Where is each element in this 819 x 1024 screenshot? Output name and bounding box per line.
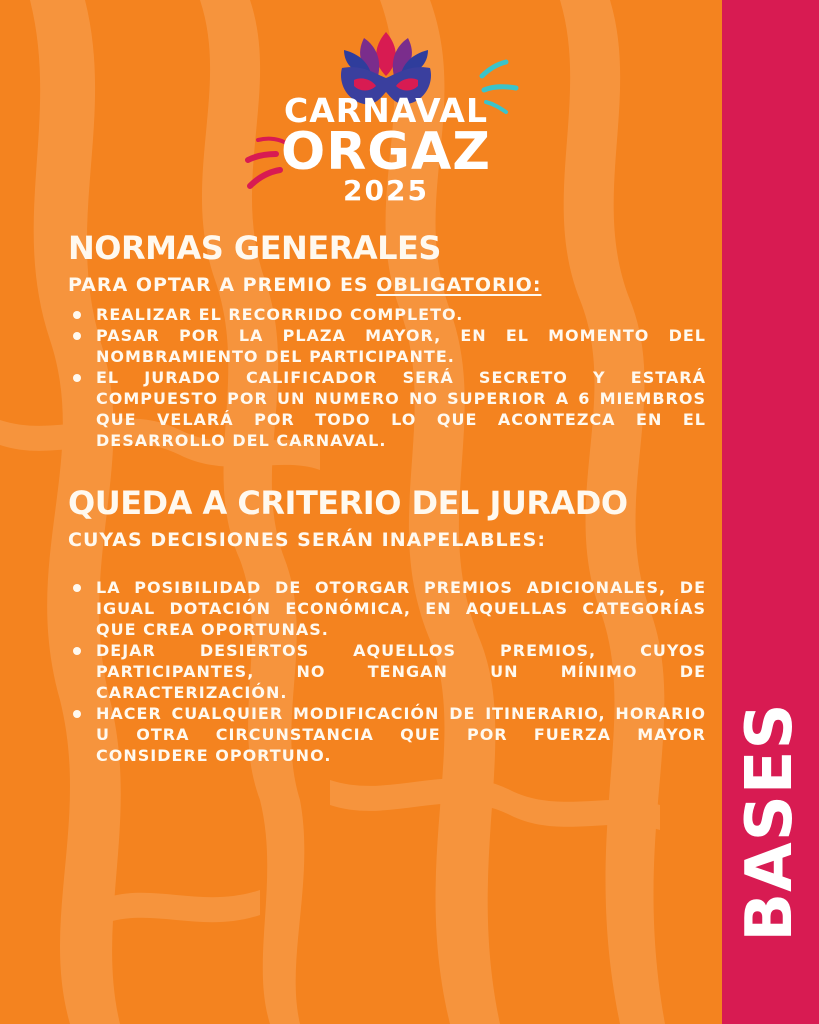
- section-title-normas: NORMAS GENERALES: [68, 229, 441, 267]
- subtitle-prefix: PARA OPTAR A PREMIO ES: [68, 274, 377, 296]
- sidebar-label: BASES: [733, 702, 807, 942]
- bases-sidebar: [722, 0, 819, 1024]
- rules-content: [68, 228, 706, 766]
- section-title-criterio: QUEDA A CRITERIO DEL JURADO: [68, 484, 628, 522]
- list-item: HACER CUALQUIER MODIFICACIÓN DE ITINERARIO, HORARIO U OTRA CIRCUNSTANCIA QUE POR FUERZA MAYOR CONSIDERE OPORTUNO.: [68, 703, 706, 766]
- logo-carnaval-text: CARNAVAL: [284, 91, 488, 130]
- list-item: LA POSIBILIDAD DE OTORGAR PREMIOS ADICIONALES, DE IGUAL DOTACIÓN ECONÓMICA, EN AQUELLAS CATEGORÍAS QUE CREA OPORTUNAS.: [68, 577, 706, 640]
- carnival-logo: [236, 24, 536, 214]
- criterio-list: [68, 577, 706, 766]
- section-subtitle-normas: [68, 274, 706, 296]
- section-subtitle-criterio: CUYAS DECISIONES SERÁN INAPELABLES:: [68, 529, 546, 551]
- list-item: EL JURADO CALIFICADOR SERÁ SECRETO Y ESTARÁ COMPUESTO POR UN NUMERO NO SUPERIOR A 6 MIEMBROS QUE VELARÁ POR TODO LO QUE ACONTEZCA EN EL DESARROLLO DEL CARNAVAL.: [68, 367, 706, 451]
- normas-list: [68, 304, 706, 451]
- list-item: REALIZAR EL RECORRIDO COMPLETO.: [68, 304, 706, 325]
- logo-year-text: 2025: [343, 174, 429, 207]
- list-item: PASAR POR LA PLAZA MAYOR, EN EL MOMENTO DEL NOMBRAMIENTO DEL PARTICIPANTE.: [68, 325, 706, 367]
- list-item: DEJAR DESIERTOS AQUELLOS PREMIOS, CUYOS PARTICIPANTES, NO TENGAN UN MÍNIMO DE CARACTERIZACIÓN.: [68, 640, 706, 703]
- logo-orgaz-text: ORGAZ: [281, 122, 491, 182]
- subtitle-emphasis: OBLIGATORIO:: [376, 274, 542, 296]
